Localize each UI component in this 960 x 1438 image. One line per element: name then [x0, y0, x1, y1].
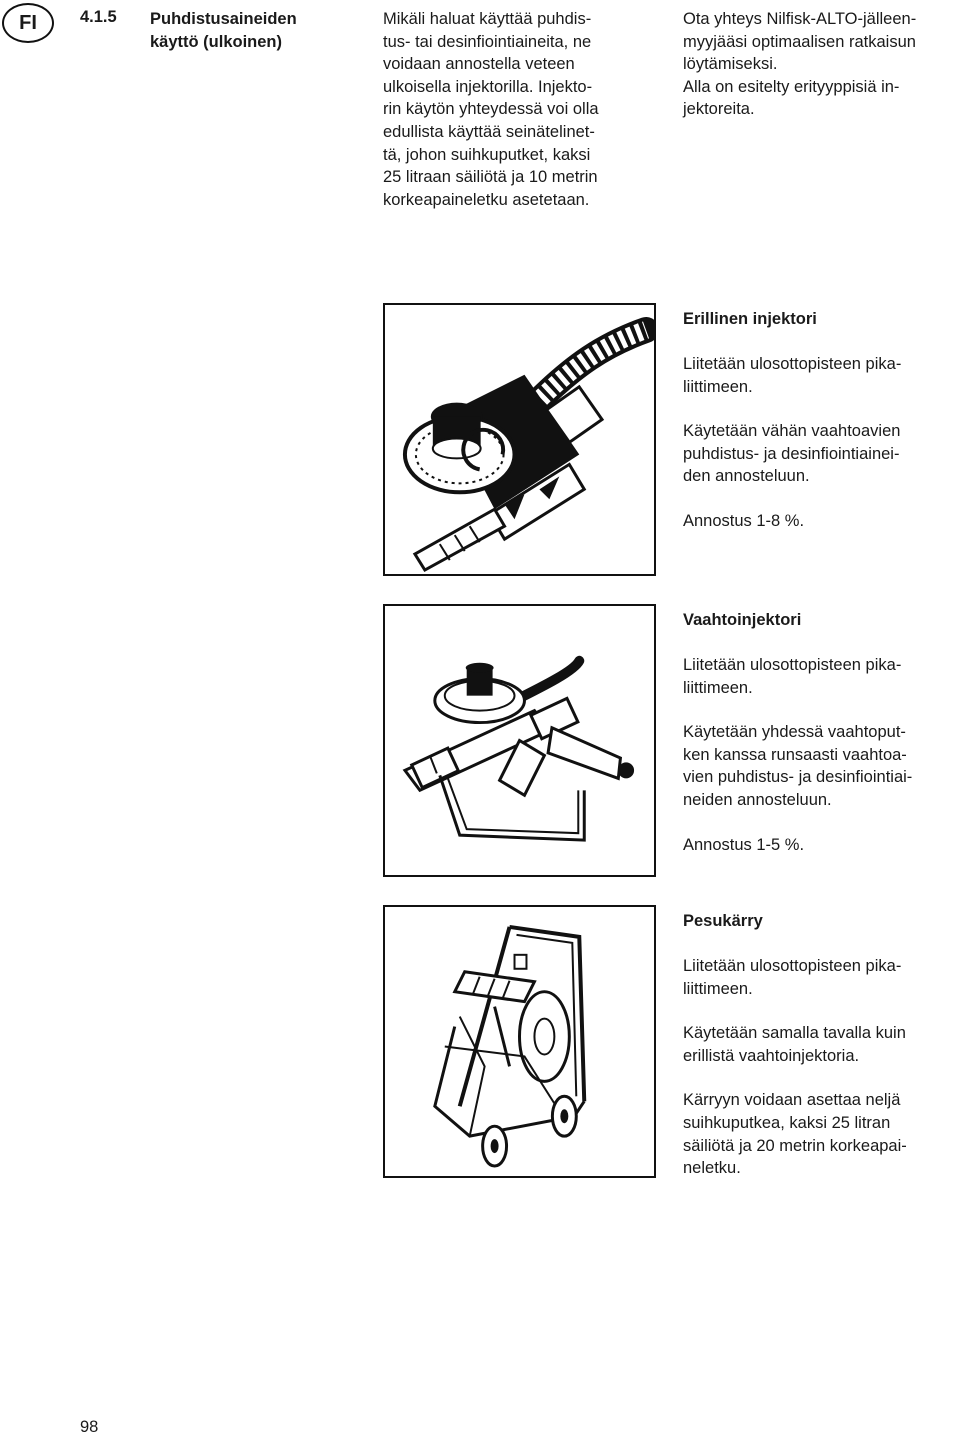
- item-title: Pesukärry: [683, 912, 763, 930]
- separate-injector-description: [683, 308, 958, 555]
- item-paragraph: [683, 955, 958, 1000]
- text-line: Liitetään ulosottopisteen pika-: [683, 957, 902, 975]
- foam-injector-drawing: [385, 606, 654, 875]
- text-line: korkeapaineletku asetetaan.: [383, 190, 590, 209]
- text-line: Mikäli haluat käyttää puhdis-: [383, 10, 592, 28]
- text-line: den annosteluun.: [683, 467, 810, 486]
- text-line: neiden annosteluun.: [683, 790, 832, 809]
- text-line: rin käytön yhteydessä voi olla: [383, 100, 599, 119]
- injector-drawing: [385, 305, 654, 574]
- item-paragraph: [683, 510, 958, 533]
- item-paragraph: [683, 834, 958, 857]
- text-line: 25 litraan säiliötä ja 10 metrin: [383, 168, 598, 187]
- foam-injector-illustration: [383, 604, 656, 877]
- item-paragraph: [683, 420, 958, 488]
- text-line: ulkoisella injektorilla. Injekto-: [383, 77, 593, 96]
- text-line: vien puhdistus- ja desinfiointiai-: [683, 768, 913, 787]
- item-paragraph: [683, 1022, 958, 1067]
- cart-drawing: [385, 907, 654, 1176]
- section-number: 4.1.5: [80, 8, 117, 26]
- text-line: jektoreita.: [683, 100, 755, 119]
- page-number: 98: [80, 1418, 99, 1436]
- text-line: suihkuputkea, kaksi 25 litran: [683, 1113, 891, 1132]
- intro-text: [383, 8, 673, 211]
- dosage-text: Annostus 1-8 %.: [683, 511, 805, 530]
- section-title: [150, 8, 350, 54]
- text-line: Alla on esitelty erityyppisiä in-: [683, 77, 900, 96]
- text-line: Ota yhteys Nilfisk-ALTO-jälleen-: [683, 10, 917, 28]
- text-line: edullista käyttää seinätelinet-: [383, 122, 595, 141]
- text-line: ken kanssa runsaasti vaahtoa-: [683, 745, 907, 764]
- item-title: Erillinen injektori: [683, 310, 817, 328]
- item-title: Vaahtoinjektori: [683, 611, 802, 629]
- section-title-line: käyttö (ulkoinen): [150, 33, 283, 51]
- text-line: Käytetään yhdessä vaahtoput-: [683, 723, 906, 742]
- item-paragraph: [683, 1089, 958, 1179]
- section-title-line: Puhdistusaineiden: [150, 10, 297, 28]
- text-line: tus- tai desinfiointiaineita, ne: [383, 32, 592, 51]
- text-line: erillistä vaahtoinjektoria.: [683, 1046, 860, 1065]
- language-code: FI: [19, 11, 37, 34]
- washing-cart-description: [683, 910, 958, 1202]
- text-line: liittimeen.: [683, 979, 753, 998]
- text-line: puhdistus- ja desinfiointiainei-: [683, 444, 900, 463]
- text-line: säiliötä ja 20 metrin korkeapai-: [683, 1136, 907, 1155]
- text-line: löytämiseksi.: [683, 55, 778, 74]
- text-line: Liitetään ulosottopisteen pika-: [683, 656, 902, 674]
- separate-injector-illustration: [383, 303, 656, 576]
- text-line: liittimeen.: [683, 678, 753, 697]
- text-line: Kärryyn voidaan asettaa neljä: [683, 1091, 901, 1110]
- text-line: tä, johon suihkuputket, kaksi: [383, 145, 591, 164]
- dosage-text: Annostus 1-5 %.: [683, 835, 805, 854]
- text-line: liittimeen.: [683, 377, 753, 396]
- text-line: voidaan annostella veteen: [383, 55, 575, 74]
- text-line: Liitetään ulosottopisteen pika-: [683, 355, 902, 373]
- washing-cart-illustration: [383, 905, 656, 1178]
- text-line: myyjääsi optimaalisen ratkaisun: [683, 32, 916, 51]
- item-paragraph: [683, 721, 958, 811]
- language-badge: [2, 3, 54, 43]
- text-line: neletku.: [683, 1159, 741, 1178]
- contact-text: [683, 8, 958, 121]
- item-paragraph: [683, 654, 958, 699]
- item-paragraph: [683, 353, 958, 398]
- text-line: Käytetään samalla tavalla kuin: [683, 1024, 906, 1043]
- foam-injector-description: [683, 609, 958, 878]
- text-line: Käytetään vähän vaahtoavien: [683, 422, 901, 441]
